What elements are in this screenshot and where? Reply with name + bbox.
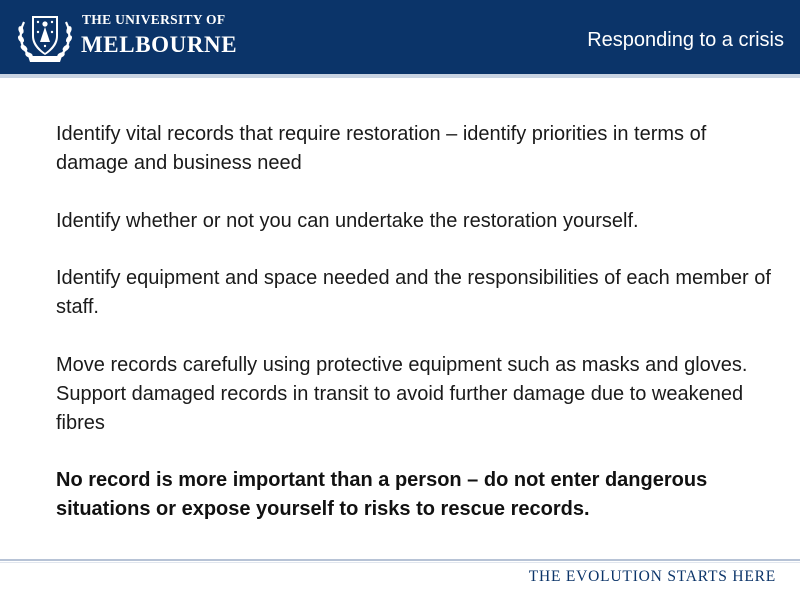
footer-divider-thin: [0, 562, 800, 563]
logo-melbourne: MELBOURNE: [81, 32, 238, 57]
header-bar: [0, 0, 800, 74]
slide-title: Responding to a crisis: [587, 29, 784, 51]
university-crest-icon: [16, 8, 74, 64]
footer-divider: [0, 559, 800, 561]
header-divider: [0, 74, 800, 78]
body-paragraph: Identify equipment and space needed and the responsibilities of each member of staff.: [56, 267, 771, 318]
footer-tagline: THE EVOLUTION STARTS HERE: [528, 568, 776, 585]
safety-warning: No record is more important than a person – do not enter dangerous situations or expose yourself to risks to rescue records.: [56, 469, 708, 520]
slide-body: [56, 120, 776, 553]
logo-university-of: THE UNIVERSITY OF: [82, 12, 226, 27]
body-paragraph: Move records carefully using protective equipment such as masks and gloves. Support damaged records in transit to avoid further damage due to weakened fibres: [56, 353, 748, 434]
body-paragraph: Identify whether or not you can undertake the restoration yourself.: [56, 209, 639, 232]
university-logo: [16, 8, 238, 66]
body-paragraph: Identify vital records that require restoration – identify priorities in terms of damage and business need: [56, 123, 707, 174]
